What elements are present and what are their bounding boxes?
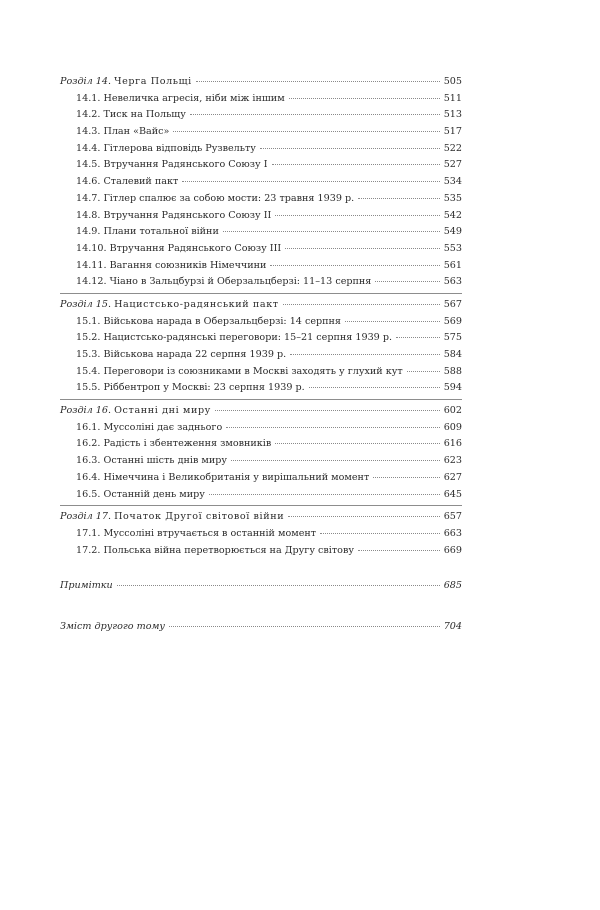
page-number: 563 [443,276,462,288]
chapter-heading[interactable] [60,509,462,526]
dot-leader [358,550,440,551]
spacer [60,559,462,578]
section-divider [60,293,462,294]
entry-title: 14.2. Тиск на Польщу [76,109,186,121]
page-number: 513 [443,109,462,121]
page-number: 517 [443,126,462,138]
toc-entry[interactable] [60,470,462,487]
dot-leader [173,131,439,132]
dot-leader [289,98,440,99]
toc-entry[interactable] [60,124,462,141]
chapter-name: Початок Другої світової війни [114,511,285,523]
chapter-title [60,509,284,526]
entry-title: 14.8. Втручання Радянського Союзу II [76,209,272,221]
dot-leader [272,164,440,165]
dot-leader [209,494,440,495]
toc-entry[interactable] [60,330,462,347]
dot-leader [290,354,440,355]
entry-title: 15.2. Нацистсько-радянські переговори: 15–21 серпня 1939 р. [76,332,393,344]
toc-chapter-14 [60,74,462,291]
chapter-name: Черга Польщі [114,76,192,87]
chapter-title [60,403,211,420]
toc-entry[interactable] [60,174,462,191]
toc-notes[interactable] [60,578,462,595]
dot-leader [182,181,439,182]
notes-title: Примітки [60,580,113,592]
page-number: 505 [443,76,462,87]
toc-chapter-15 [60,297,462,397]
toc-second-volume[interactable] [60,619,462,636]
page-number: 511 [443,92,462,104]
spacer [60,595,462,619]
page-number: 588 [443,365,462,377]
entry-title: 14.9. Плани тотальної війни [76,226,219,238]
chapter-name: Нацистсько-радянський пакт [114,298,279,310]
chapter-prefix: Розділ 17. [60,511,112,523]
toc-entry[interactable] [60,224,462,241]
page-number: 602 [443,405,462,417]
toc-entry[interactable] [60,347,462,364]
entry-title: 14.12. Чіано в Зальцбурзі й Оберзальцберзі: 11–13 серпня [76,276,372,288]
toc-entry[interactable] [60,91,462,108]
page-number: 609 [443,421,462,433]
entry-title: 16.1. Муссоліні дає заднього [76,421,223,433]
toc-chapter-17 [60,509,462,559]
dot-leader [275,443,439,444]
entry-title: 14.7. Гітлер спалює за собою мости: 23 травня 1939 р. [76,192,355,204]
dot-leader [275,215,439,216]
second-volume-title: Зміст другого тому [60,620,165,632]
dot-leader [288,516,439,517]
dot-leader [285,248,440,249]
dot-leader [260,148,440,149]
dot-leader [215,410,440,411]
toc-entry[interactable] [60,157,462,174]
page-number: 685 [443,580,462,592]
page-number: 527 [443,159,462,171]
section-divider [60,505,462,506]
page-number: 623 [443,455,462,467]
page-number: 569 [443,315,462,327]
toc-entry[interactable] [60,526,462,543]
page-number: 553 [443,242,462,254]
entry-title: 14.6. Сталевий пакт [76,176,179,188]
entry-title: 14.10. Втручання Радянського Союзу III [76,242,282,254]
chapter-heading[interactable] [60,297,462,314]
page-number: 669 [443,544,462,556]
entry-title: 17.1. Муссоліні втручається в останній момент [76,527,317,539]
toc-chapter-16 [60,403,462,503]
dot-leader [320,533,440,534]
dot-leader [196,81,440,82]
dot-leader [345,321,440,322]
toc-entry[interactable] [60,453,462,470]
entry-title: 15.4. Переговори із союзниками в Москві заходять у глухий кут [76,365,403,377]
page-number: 542 [443,209,462,221]
page-number: 594 [443,382,462,394]
entry-title: 15.3. Військова нарада 22 серпня 1939 р. [76,349,287,360]
toc-entry[interactable] [60,241,462,258]
table-of-contents [60,74,462,636]
toc-entry[interactable] [60,420,462,437]
dot-leader [373,477,439,478]
dot-leader [309,387,440,388]
entry-title: 17.2. Польська війна перетворюється на Другу світову [76,544,354,556]
dot-leader [358,198,440,199]
page-number: 657 [443,511,462,523]
page-number: 567 [443,298,462,310]
entry-title: 14.11. Вагання союзників Німеччини [76,259,267,271]
toc-entry[interactable] [60,314,462,331]
entry-title: 14.3. План «Вайс» [76,126,170,138]
page-number: 575 [443,332,462,344]
dot-leader [396,337,440,338]
chapter-heading[interactable] [60,403,462,420]
chapter-title [60,74,192,91]
page-number: 561 [443,259,462,271]
entry-title: 14.4. Гітлерова відповідь Рузвельту [76,142,256,154]
page-number: 584 [443,349,462,360]
page-number: 522 [443,142,462,154]
dot-leader [117,585,440,586]
dot-leader [169,626,440,627]
page-number: 663 [443,527,462,539]
dot-leader [223,231,440,232]
page-number: 535 [443,192,462,204]
toc-entry[interactable] [60,543,462,560]
chapter-name: Останні дні миру [114,405,211,417]
entry-title: 16.4. Німеччина і Великобританія у вирішальний момент [76,471,370,483]
toc-entry[interactable] [60,258,462,275]
entry-title: 16.2. Радість і збентеження змовників [76,438,272,450]
toc-entry[interactable] [60,274,462,291]
page-number: 534 [443,176,462,188]
entry-title: 14.1. Невеличка агресія, ніби між іншим [76,92,285,104]
page-number: 645 [443,488,462,500]
page-number: 616 [443,438,462,450]
toc-entry[interactable] [60,141,462,158]
chapter-prefix: Розділ 16. [60,405,112,417]
dot-leader [226,427,439,428]
toc-entry[interactable] [60,208,462,225]
chapter-prefix: Розділ 15. [60,298,112,310]
dot-leader [375,281,439,282]
chapter-prefix: Розділ 14. [60,76,112,87]
toc-entry[interactable] [60,191,462,208]
entry-title: 16.5. Останній день миру [76,488,205,500]
entry-title: 15.5. Ріббентроп у Москві: 23 серпня 1939 р. [76,382,305,394]
page-number: 627 [443,471,462,483]
entry-title: 14.5. Втручання Радянського Союзу I [76,159,268,171]
dot-leader [190,114,440,115]
entry-title: 15.1. Військова нарада в Оберзальцберзі: 14 серпня [76,315,341,327]
dot-leader [231,460,440,461]
chapter-title [60,297,279,314]
page-number: 549 [443,226,462,238]
dot-leader [407,371,440,372]
dot-leader [283,304,440,305]
entry-title: 16.3. Останні шість днів миру [76,455,228,467]
toc-entry[interactable] [60,107,462,124]
section-divider [60,399,462,400]
toc-entry[interactable] [60,436,462,453]
page-number: 704 [443,620,462,632]
toc-entry[interactable] [60,364,462,381]
dot-leader [270,265,439,266]
toc-entry[interactable] [60,380,462,397]
chapter-heading[interactable] [60,74,462,91]
toc-entry[interactable] [60,487,462,504]
